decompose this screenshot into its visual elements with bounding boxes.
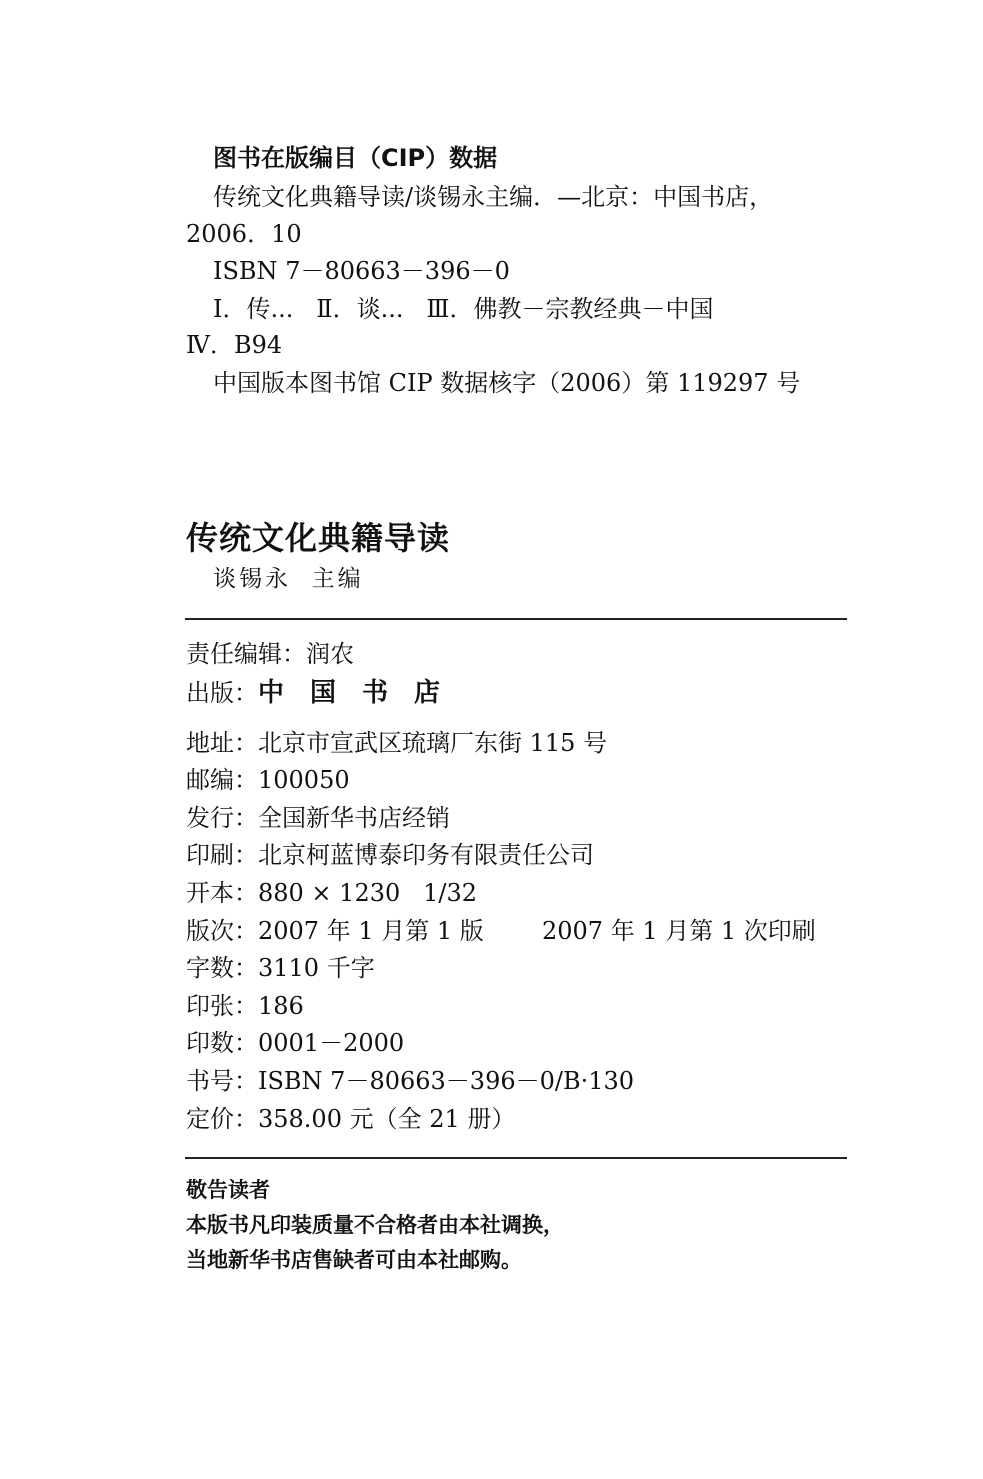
distribution: 发行：全国新华书店经销 bbox=[186, 804, 450, 832]
price: 定价：358.00 元（全 21 册） bbox=[186, 1105, 516, 1133]
editor-value: 润农 bbox=[306, 640, 354, 668]
print-run: 印数：0001－2000 bbox=[186, 1029, 405, 1057]
cip-core-number: 中国版本图书馆 CIP 数据核字（2006）第 119297 号 bbox=[213, 369, 801, 397]
book-number: 书号：ISBN 7－80663－396－0/B·130 bbox=[186, 1067, 635, 1095]
format: 开本：880 × 1230 1/32 bbox=[186, 879, 478, 907]
word-count: 字数：3110 千字 bbox=[186, 954, 375, 982]
notice-line-1: 本版书凡印装质量不合格者由本社调换， bbox=[186, 1213, 564, 1237]
bottom-divider bbox=[185, 1157, 847, 1159]
printing: 印刷：北京柯蓝博泰印务有限责任公司 bbox=[186, 841, 594, 869]
editor-label: 责任编辑： bbox=[186, 640, 306, 668]
cip-classes: Ⅰ．传... Ⅱ．谈... Ⅲ．佛教－宗教经典－中国 bbox=[213, 295, 714, 323]
publisher-logo: 中国书店 bbox=[258, 678, 467, 708]
cip-isbn: ISBN 7－80663－396－0 bbox=[213, 257, 510, 285]
top-divider bbox=[185, 618, 847, 620]
publisher bbox=[186, 680, 466, 706]
cip-class-4: Ⅳ．B94 bbox=[186, 331, 283, 359]
book-editor: 谈锡永 主编 bbox=[213, 566, 364, 592]
cip-line-2: 2006．10 bbox=[186, 220, 302, 248]
cip-heading: 图书在版编目（CIP）数据 bbox=[213, 144, 498, 172]
impression: 2007 年 1 月第 1 次印刷 bbox=[542, 917, 816, 945]
postcode: 邮编：100050 bbox=[186, 766, 350, 794]
book-title: 传统文化典籍导读 bbox=[186, 519, 451, 557]
address: 地址：北京市宣武区琉璃厂东街 115 号 bbox=[186, 729, 608, 757]
notice-heading: 敬告读者 bbox=[186, 1178, 270, 1202]
notice-line-2: 当地新华书店售缺者可由本社邮购。 bbox=[186, 1248, 522, 1272]
printed-sheets: 印张：186 bbox=[186, 992, 304, 1020]
publisher-label: 出版： bbox=[186, 679, 258, 707]
cip-line-1: 传统文化典籍导读/谈锡永主编．—北京：中国书店， bbox=[213, 183, 774, 211]
edition: 版次：2007 年 1 月第 1 版 bbox=[186, 917, 484, 945]
responsible-editor bbox=[186, 642, 354, 666]
